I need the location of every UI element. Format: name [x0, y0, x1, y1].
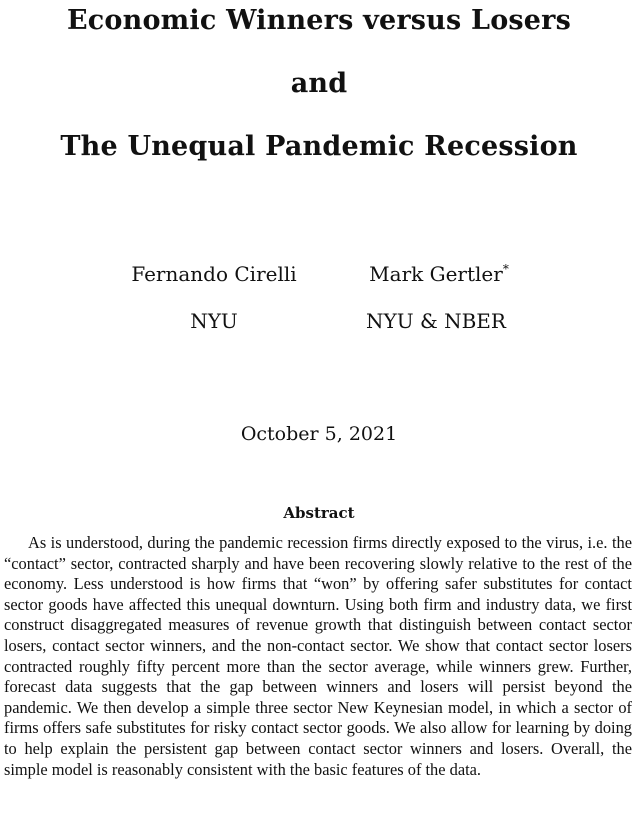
author-affiliation-1: NYU: [190, 309, 238, 333]
author-name-1-text: Fernando Cirelli: [131, 262, 297, 286]
abstract-body: As is understood, during the pandemic recession firms directly exposed to the virus, i.e. the “contact” sector, contracted sharply and have been recovering slowly relative to the rest of the economy. Less understood is how firms that “won” by offering safer substitutes for contact sector goods have affected this unequal downturn. Using both firm and industry data, we first construct disaggregated measures of revenue growth that distinguish between contact sector losers, contact sector winners, and the non-contact sector. We show that contact sector losers contracted roughly fifty percent more than the sector average, while winners grew. Further, forecast data suggests that the gap between winners and losers will persist beyond the pandemic. We then develop a simple three sector New Keynesian model, in which a sector of firms offers safe substitutes for risky contact sector goods. We also allow for learning by doing to help explain the persistent gap between contact sector winners and losers. Overall, the simple model is reasonably consistent with the basic features of the data.: [4, 533, 632, 779]
paper-date: October 5, 2021: [240, 423, 398, 445]
author-name-2: [364, 262, 514, 286]
paper-title-line-3: The Unequal Pandemic Recession: [60, 131, 578, 162]
paper-title-line-2: and: [290, 68, 348, 99]
author-footnote-mark: *: [502, 262, 509, 276]
author-affiliation-2: NYU & NBER: [366, 309, 506, 333]
abstract-heading: Abstract: [283, 504, 355, 522]
paper-title-line-1: Economic Winners versus Losers: [66, 5, 572, 36]
author-name-1: [128, 262, 300, 286]
author-name-2-text: Mark Gertler: [369, 262, 503, 286]
